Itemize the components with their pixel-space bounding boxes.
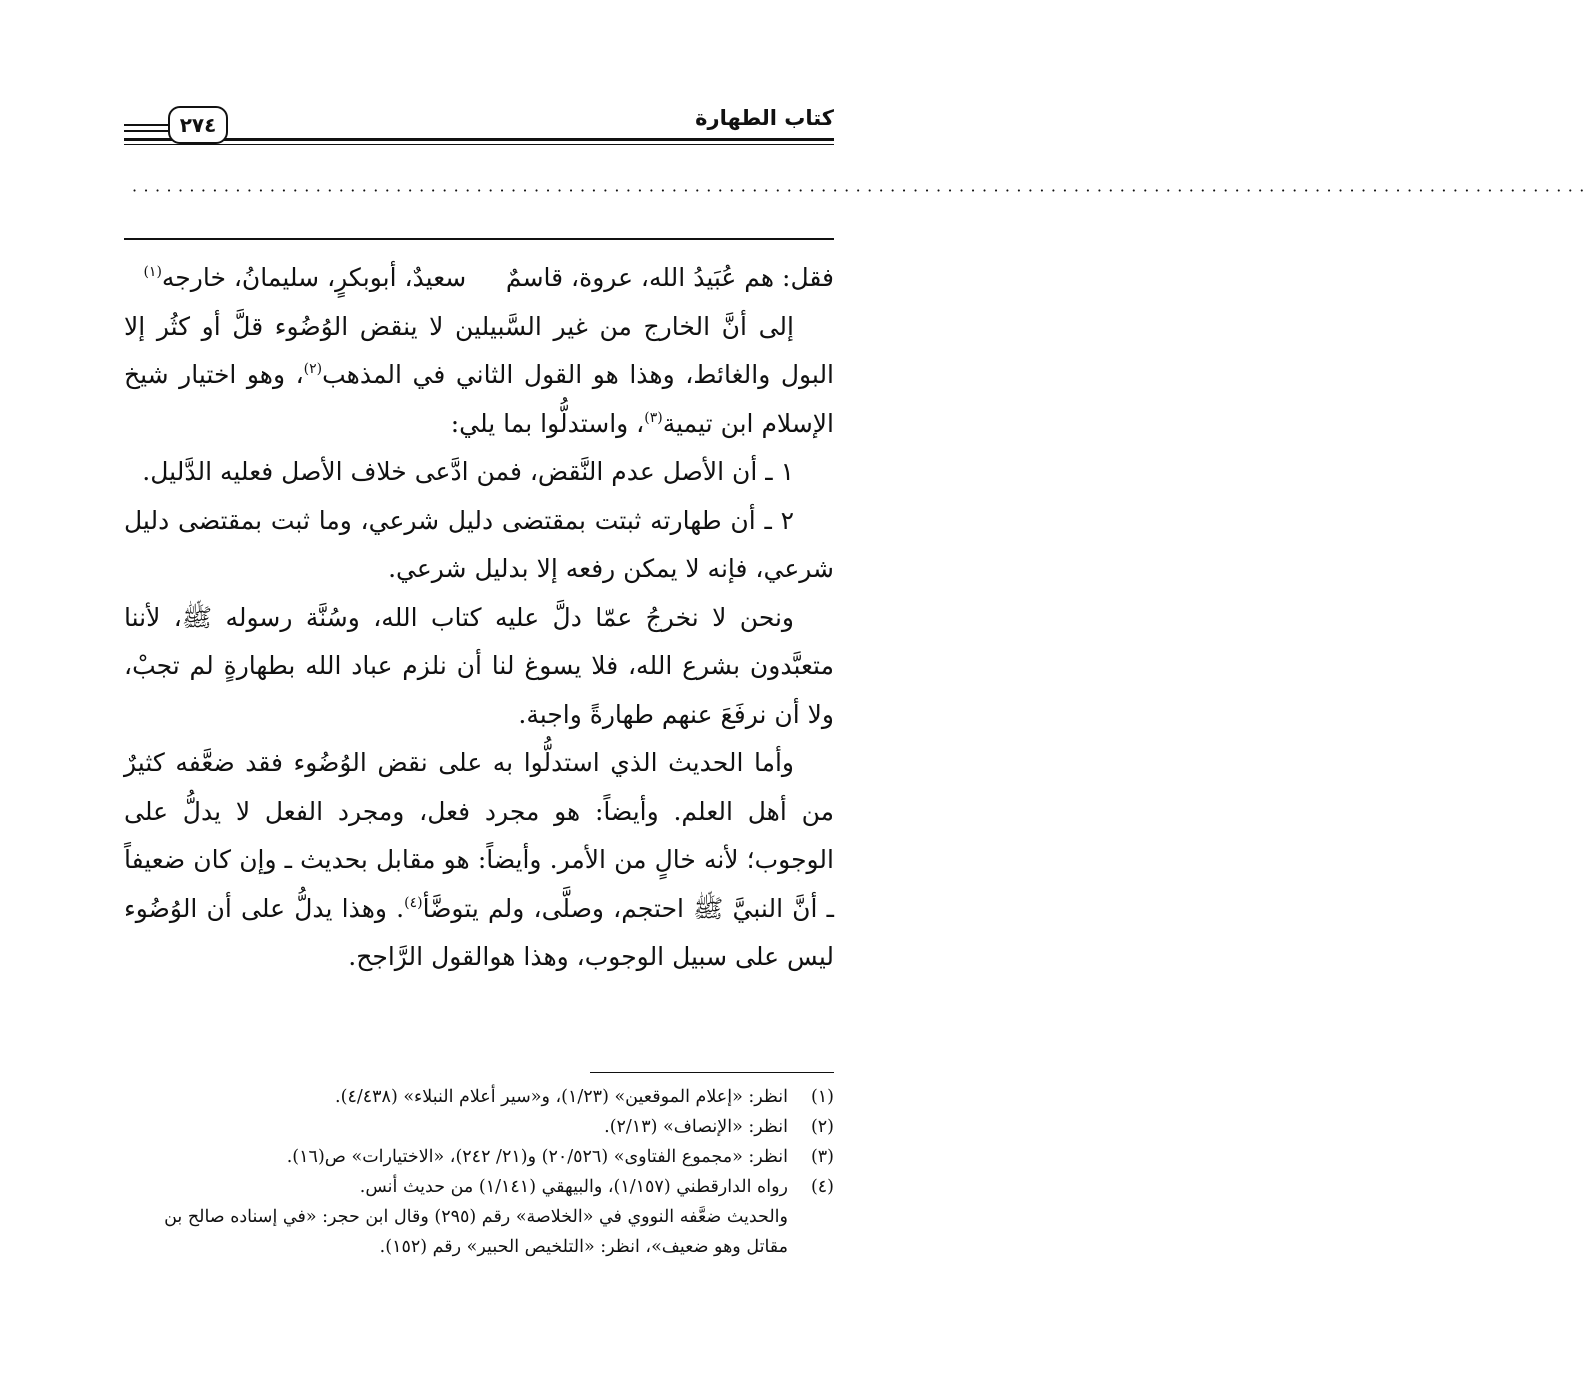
footnote-number: (٣) — [810, 1147, 834, 1167]
footnote-text: انظر: «مجموع الفتاوى» (٢٠/٥٢٦) و(٢١/ ٢٤٢)، «الاختيارات» ص(١٦). — [286, 1147, 788, 1167]
paragraph-2: ١ ـ أن الأصل عدم النَّقض، فمن ادَّعى خلاف الأصل فعليه الدَّليل. — [142, 457, 794, 486]
paragraph-text: ، وهو اختيار شيخ الإسلام ابن تيمية — [124, 360, 834, 438]
paragraph-text: . وهذا يدلُّ على أن الوُضُوء ليس على سبيل الوجوب، وهذا هوالقول الرَّاجح. — [124, 893, 834, 971]
page-header — [124, 104, 834, 154]
verse-text: فقل: هم عُبَيدُ الله، عروة، قاسمٌ سعيدٌ، أبوبكرٍ، سليمانُ، خارجه — [161, 263, 834, 292]
paragraph-text: ، واستدلُّوا بما يلي: — [450, 408, 645, 438]
paragraph-text: وأما الحديث الذي استدلُّوا به على نقض الوُضُوء فقد ضعَّفه كثيرٌ من أهل العلم. وأيضاً: هو مجرد فعل، ومجرد الفعل لا يدلُّ على الوجوب؛ لأنه خالٍ من الأمر. وأيضاً: هو مقابل بحديث ـ وإن كان ضعيفاً ـ أنَّ النبيَّ ﷺ احتجم، وصلَّى، ولم يتوضَّأ — [124, 748, 834, 923]
main-text — [124, 254, 834, 982]
footnote-item — [124, 1142, 834, 1172]
footnote-number: (١) — [810, 1087, 834, 1107]
footnote-number: (٤) — [810, 1177, 834, 1197]
footnote-text: انظر: «الإنصاف» (٢/١٣). — [604, 1117, 788, 1137]
footnotes — [124, 1082, 834, 1262]
running-title: كتاب الطهارة — [695, 106, 834, 130]
header-ornament-line — [124, 130, 168, 132]
footnote-continuation: والحديث ضعَّفه النووي في «الخلاصة» رقم (٢٩٥) وقال ابن حجر: «في إسناده صالح بن مقاتل وهو ضعيف»، انظر: «التلخيص الحبير» رقم (١٥٢). — [164, 1207, 788, 1257]
paragraph-5 — [124, 739, 834, 982]
footnote-ref: (٤) — [404, 894, 423, 911]
verse-line — [124, 254, 834, 303]
dotted-separator: ······························································································································· — [132, 181, 1591, 200]
footnote-text: انظر: «إعلام الموقعين» (١/٢٣)، و«سير أعلام النبلاء» (٤/٤٣٨). — [335, 1087, 788, 1107]
header-rule-thin — [124, 144, 834, 145]
footnote-number: (٢) — [810, 1117, 834, 1137]
footnote-ref: (١) — [143, 264, 162, 280]
header-ornament-line — [124, 124, 168, 126]
footnote-text: رواه الدارقطني (١/١٥٧)، والبيهقي (١/١٤١) من حديث أنس. — [359, 1177, 788, 1197]
footnote-ref: (٢) — [303, 361, 323, 377]
footnote-ref: (٣) — [644, 409, 663, 426]
footnote-item — [124, 1112, 834, 1142]
header-rule — [124, 138, 834, 141]
paragraph-text: إلى أنَّ الخارج من غير السَّبيلين لا ينقض الوُضُوء قلَّ أو كثُر إلا البول والغائط، وهذا هو القول الثاني في المذهب — [124, 311, 835, 389]
footnote-rule — [590, 1072, 834, 1073]
paragraph-3: ٢ ـ أن طهارته ثبتت بمقتضى دليل شرعي، وما ثبت بمقتضى دليل شرعي، فإنه لا يمكن رفعه إلا بدليل شرعي. — [124, 505, 834, 583]
section-rule — [124, 238, 834, 240]
page-number: ٢٧٤ — [168, 106, 228, 144]
footnote-item — [124, 1082, 834, 1112]
footnote-item — [124, 1172, 834, 1202]
paragraph-4: ونحن لا نخرجُ عمّا دلَّ عليه كتاب الله، وسُنَّة رسوله ﷺ، لأننا متعبَّدون بشرع الله، فلا يسوغ لنا أن نلزم عباد الله بطهارةٍ لم تجبْ، ولا أن نرفَعَ عنهم طهارةً واجبة. — [124, 602, 834, 729]
paragraph-1 — [124, 303, 834, 449]
